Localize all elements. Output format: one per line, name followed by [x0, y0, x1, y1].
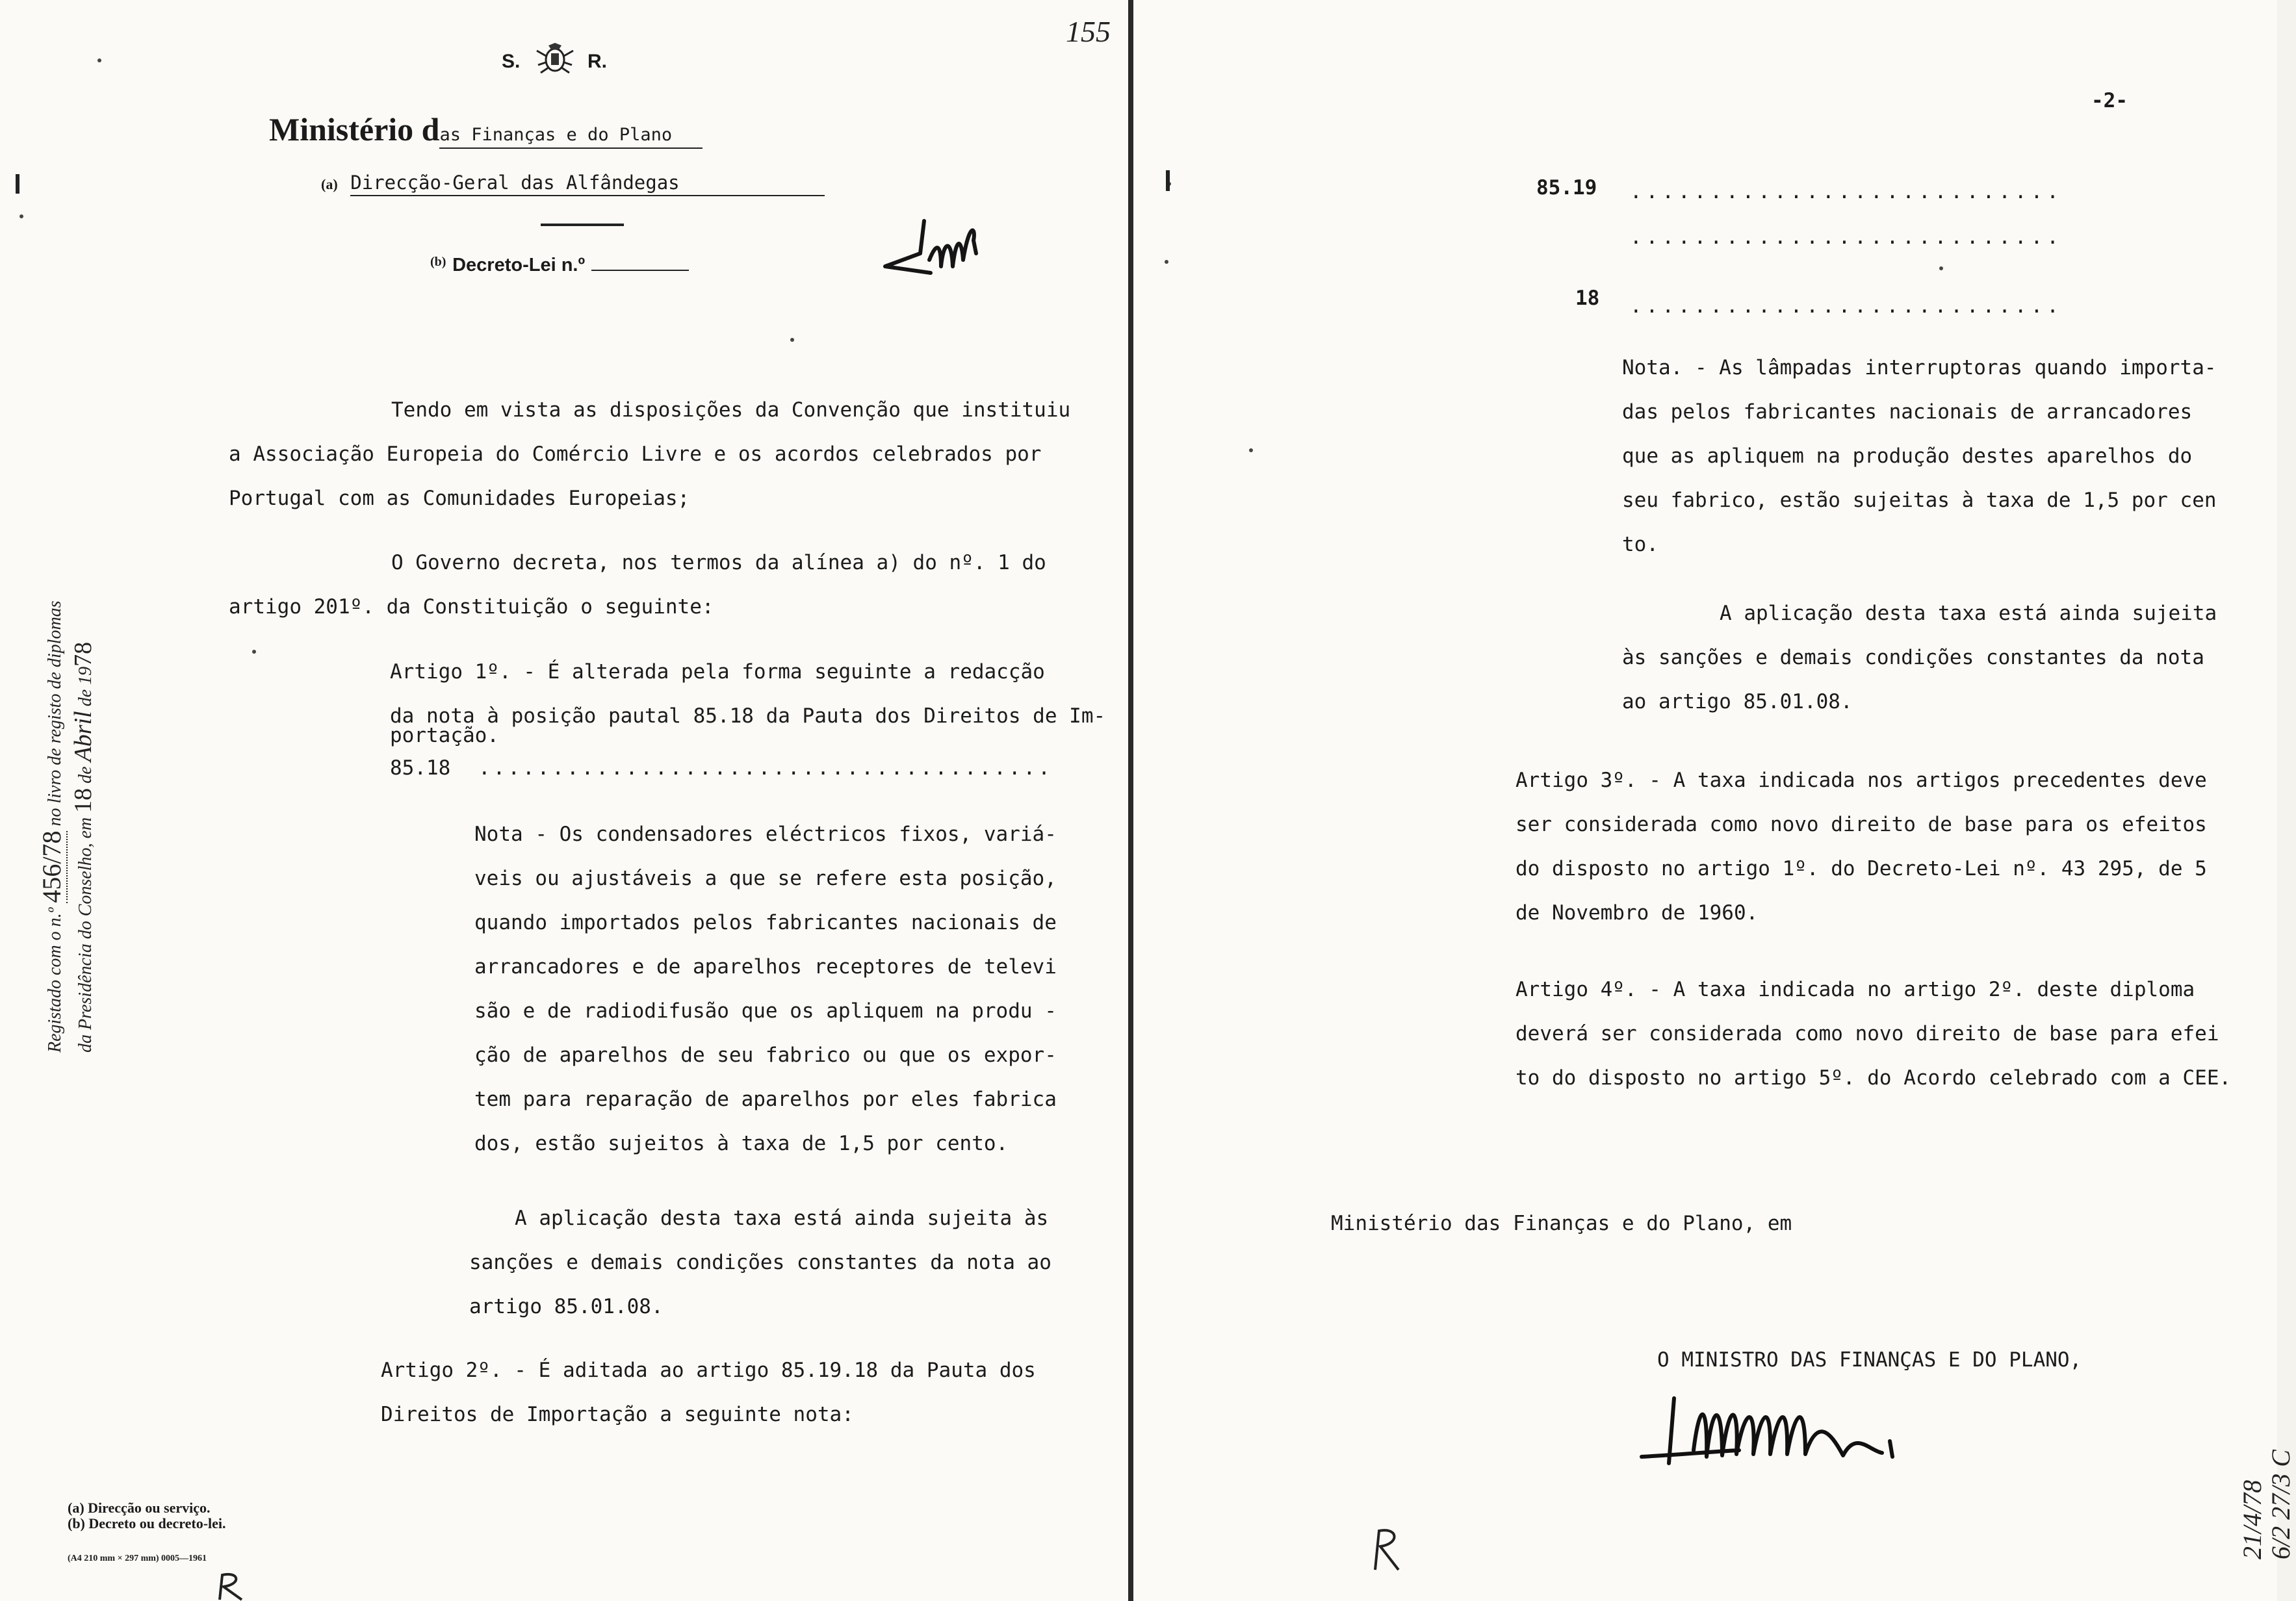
handwritten-page-mark: 155 [1066, 15, 1111, 48]
directorate-line [321, 170, 825, 196]
handwritten-initials-signature [879, 214, 1009, 286]
rubric-mark [213, 1571, 250, 1601]
decree-paragraph: O Governo decreta, nos termos da alínea a) do nº. 1 do artigo 201º. da Constituição o seguinte: [229, 551, 1046, 619]
tariff-dots-8519-row2: ........................... [1630, 225, 2063, 249]
scan-speck [1165, 260, 1168, 264]
footnote-a: (a) Direcção ou serviço. [68, 1500, 211, 1516]
decree-number-line [430, 255, 689, 276]
tariff-subcode-18: 18 [1575, 287, 1600, 310]
crest-letter-s: S. [502, 51, 521, 72]
note-851918: Nota. - As lâmpadas interruptoras quando importa- das pelos fabricantes nacionais de arrancadores que as apliquem na produção destes aparelhos do seu fabrico, estão sujeitas à taxa de 1,5 por cen to. [1622, 356, 2217, 556]
tariff-code-8519: 85.19 [1536, 176, 1597, 199]
tariff-dots-8518: ....................................... [478, 756, 1053, 780]
tariff-dots-8519-row1: ........................... [1630, 180, 2063, 203]
document-page-left [0, 0, 1129, 1601]
decree-label: Decreto-Lei n.º [452, 255, 586, 275]
scan-speck [1939, 266, 1943, 270]
document-page-right [1066, 0, 2295, 1601]
application-paragraph-right: A aplicação desta taxa está ainda sujeita às sanções e demais condições constantes da nota ao artigo 85.01.08. [1622, 602, 2217, 713]
article-1-text: Artigo 1º. - É alterada pela forma seguinte a redacção da nota à posição pautal 85.18 da Pauta dos Direitos de Im- [390, 660, 1106, 728]
page-number: -2- [2091, 89, 2128, 112]
tariff-dots-18: ........................... [1630, 294, 2063, 318]
registration-line1-post: no livro de registo de diplomas [45, 600, 65, 826]
scan-speck [252, 650, 256, 654]
article-4-text: Artigo 4º. - A taxa indicada no artigo 2º. deste diploma deverá ser considerada como novo direito de base para efei to do disposto no artigo 5º. do Acordo celebrado com a CEE. [1516, 978, 2232, 1090]
tariff-code-8518: 85.18 [390, 756, 451, 780]
crest-letter-r: R. [587, 51, 607, 72]
minister-title: O MINISTRO DAS FINANÇAS E DO PLANO, [1657, 1348, 2082, 1372]
article-3-text: Artigo 3º. - A taxa indicada nos artigos precedentes deve ser considerada como novo direito de base para os efeitos do disposto no artigo 1º. do Decreto-Lei nº. 43 295, de 5 de Novembro de 1960. [1516, 769, 2207, 925]
scan-speck [97, 58, 101, 62]
form-format-note: (A4 210 mm × 297 mm) 0005—1961 [68, 1554, 207, 1563]
note-8518: Nota - Os condensadores eléctricos fixos, variá- veis ou ajustáveis a que se refere esta posição, quando importados pelos fabricantes nacionais de arrancadores e de aparelhos receptores de televi são e de radiodifusão que os apliquem na produ - ção de aparelhos de seu fabrico ou que os expor- tem para reparação de aparelhos por eles fabrica dos, estão sujeitos à taxa de 1,5 por cento. [474, 823, 1057, 1155]
directorate-name: Direcção-Geral das Alfândegas [350, 170, 825, 196]
scan-mark [1166, 170, 1170, 191]
ministry-heading-rest: as Finanças e do Plano [439, 123, 703, 149]
minister-signature [1635, 1379, 1960, 1476]
scan-speck [19, 214, 23, 218]
article-2-text: Artigo 2º. - É aditada ao artigo 85.19.18 da Pauta dos Direitos de Importação a seguinte nota: [381, 1359, 1036, 1426]
decree-number-blank[interactable] [591, 270, 689, 271]
ministry-heading-lead: Ministério d [269, 111, 440, 147]
scan-speck [1249, 448, 1253, 452]
coat-of-arms-icon [534, 42, 576, 81]
registration-margin-note [39, 600, 101, 1053]
scan-speck [790, 338, 794, 342]
registration-number: 456/78 [37, 830, 66, 903]
rubric-mark-right [1369, 1527, 1405, 1572]
handwritten-date-note: 21/4/78 [2238, 1479, 2267, 1559]
preamble-paragraph: Tendo em vista as disposições da Convenção que instituiu a Associação Europeia do Comércio Livre e os acordos celebrados por Portugal com as Comunidades Europeias; [229, 398, 1071, 510]
header-rule [541, 224, 624, 226]
tariff-position-8518 [390, 756, 1053, 780]
application-paragraph-left: A aplicação desta taxa está ainda sujeita às sanções e demais condições constantes da nota ao artigo 85.01.08. [469, 1207, 1051, 1318]
article-1-continuation: portação. [390, 724, 499, 747]
registration-line2-pre: da Presidência do Conselho, em [75, 817, 96, 1053]
registration-month: Abril [70, 711, 97, 762]
registration-line2-end: de 19 [75, 666, 96, 707]
footnote-b: (b) Decreto ou decreto-lei. [68, 1515, 226, 1531]
registration-day: 18 [70, 788, 97, 813]
handwritten-reference-note: 6/2 27/3 C [2266, 1450, 2295, 1559]
registration-year: 78 [70, 641, 97, 667]
registration-line2-mid: de [75, 766, 96, 784]
registration-line1-pre: Registado com o n.º [45, 907, 65, 1053]
scan-mark [16, 174, 19, 194]
marker-a: (a) [321, 176, 338, 192]
marker-b: (b) [430, 255, 446, 269]
ministry-heading [269, 110, 703, 149]
place-and-date-line: Ministério das Finanças e do Plano, em [1331, 1212, 1792, 1235]
